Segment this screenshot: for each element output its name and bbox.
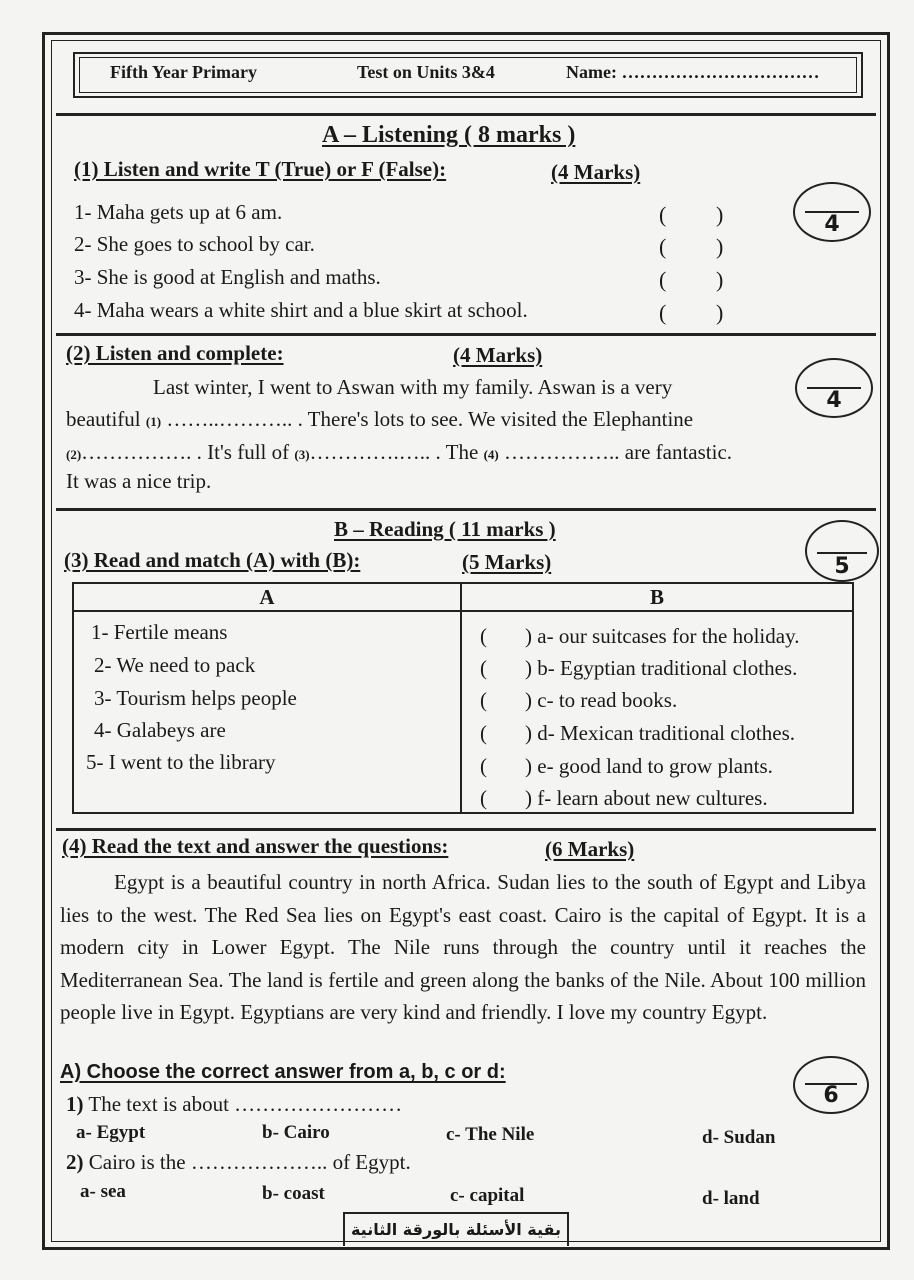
q4-score: 6 [823, 1083, 839, 1108]
a-item-5: 5- I went to the library [86, 750, 276, 774]
b-item-d[interactable]: ( ) d- Mexican traditional clothes. [480, 721, 796, 745]
q1-item-1: 1- Maha gets up at 6 am. [74, 200, 283, 224]
q1-answer-close-3: ) [716, 267, 724, 292]
a-item-4: 4- Galabeys are [94, 718, 226, 742]
b-item-e[interactable]: ( ) e- good land to grow plants. [480, 754, 773, 778]
q1-answer-open-1[interactable]: ( [659, 202, 667, 227]
blank-number-4: (4) [483, 447, 499, 462]
q2-marks: (4 Marks) [453, 343, 543, 367]
blank-3[interactable]: ………….….. . The [309, 440, 484, 464]
q2-option-d[interactable]: d- land [702, 1188, 760, 1209]
match-table [72, 582, 854, 814]
q4-title: (4) Read the text and answer the questions: [62, 834, 449, 858]
b-item-a[interactable]: ( ) a- our suitcases for the holiday. [480, 624, 800, 648]
q1-title: (1) Listen and write T (True) or F (False): [74, 157, 447, 181]
q2-option-b[interactable]: b- coast [262, 1183, 325, 1204]
q1-answer-close-4: ) [716, 300, 724, 325]
divider [56, 113, 876, 116]
question-1: 1) The text is about …………………… [66, 1092, 403, 1116]
q1-marks: (4 Marks) [551, 160, 641, 184]
q2-line-4: It was a nice trip. [66, 469, 212, 493]
b-item-b[interactable]: ( ) b- Egyptian traditional clothes. [480, 656, 798, 680]
q3-marks: (5 Marks) [462, 550, 552, 574]
q3-score: 5 [834, 554, 850, 579]
q1-answer-close-1: ) [716, 202, 724, 227]
section-b-title: B – Reading ( 11 marks ) [334, 517, 556, 541]
q2-line-1: Last winter, I went to Aswan with my family. Aswan is a very [153, 375, 673, 399]
q1-answer-open-3[interactable]: ( [659, 267, 667, 292]
q3-score-circle [805, 520, 879, 582]
q3-title: (3) Read and match (A) with (B): [64, 548, 361, 572]
q1-answer-open-4[interactable]: ( [659, 300, 667, 325]
q1-answer-open-2[interactable]: ( [659, 234, 667, 259]
blank-number-1: (1) [145, 414, 162, 429]
name-field[interactable]: Name: …………………………… [566, 62, 820, 82]
q1-score: 4 [824, 212, 840, 237]
q2-score-circle [795, 358, 873, 418]
blank-2[interactable]: ……………. . It's full of [81, 440, 295, 464]
divider [56, 828, 876, 831]
blank-number-3: (3) [294, 447, 310, 462]
q4-marks: (6 Marks) [545, 837, 635, 861]
continue-note: بقية الأسئلة بالورقة الثانية [343, 1212, 569, 1246]
q4-score-circle [793, 1056, 869, 1114]
q1-item-2: 2- She goes to school by car. [74, 232, 315, 256]
q1-item-3: 3- She is good at English and maths. [74, 265, 381, 289]
divider [56, 508, 876, 511]
q2-option-c[interactable]: c- capital [450, 1185, 525, 1206]
q2-option-a[interactable]: a- sea [80, 1181, 126, 1202]
a-item-3: 3- Tourism helps people [94, 686, 297, 710]
q1-option-b[interactable]: b- Cairo [262, 1122, 330, 1143]
a-item-1: 1- Fertile means [91, 620, 228, 644]
section-a-title: A – Listening ( 8 marks ) [322, 122, 576, 148]
column-b-header: B [461, 583, 853, 611]
divider [56, 333, 876, 336]
column-b-cell [461, 611, 853, 813]
q1-item-4: 4- Maha wears a white shirt and a blue skirt at school. [74, 298, 528, 322]
reading-passage: Egypt is a beautiful country in north Africa. Sudan lies to the south of Egypt and Libya lies to the west. The Red Sea lies on Egypt's east coast. Cairo is the capital of Egypt. It is a modern city in Lower Egypt. The Nile runs through the country until it reaches the Mediterranean Sea. The land is fertile and green along the banks of the Nile. About 100 million people live in Egypt. Egyptians are very kind and friendly. I love my country Egypt. [60, 870, 866, 1024]
b-item-f[interactable]: ( ) f- learn about new cultures. [480, 786, 768, 810]
b-item-c[interactable]: ( ) c- to read books. [480, 688, 678, 712]
blank-number-2: (2) [66, 447, 82, 462]
blank-4[interactable]: …………….. are fantastic. [498, 440, 733, 464]
q2-score: 4 [826, 388, 842, 413]
question-2: 2) Cairo is the ……………….. of Egypt. [66, 1150, 411, 1174]
q4-sub-a-title: A) Choose the correct answer from a, b, c or d: [60, 1061, 506, 1083]
column-a-cell [73, 611, 461, 813]
q1-option-c[interactable]: c- The Nile [446, 1124, 535, 1145]
q1-answer-close-2: ) [716, 234, 724, 259]
test-title: Test on Units 3&4 [357, 62, 495, 82]
a-item-2: 2- We need to pack [94, 653, 256, 677]
q2-title: (2) Listen and complete: [66, 341, 284, 365]
blank-1[interactable]: ……..……….. . There's lots to see. We visited the Elephantine [161, 407, 694, 431]
q2-line-3 [66, 440, 732, 465]
q1-option-a[interactable]: a- Egypt [76, 1122, 146, 1143]
q2-line-2: beautiful (1) ……..……….. . There's lots to see. We visited the Elephantine [66, 407, 694, 431]
q1-score-circle [793, 182, 871, 242]
grade-label: Fifth Year Primary [110, 62, 257, 82]
column-a-header: A [73, 583, 461, 611]
q1-option-d[interactable]: d- Sudan [702, 1127, 776, 1148]
